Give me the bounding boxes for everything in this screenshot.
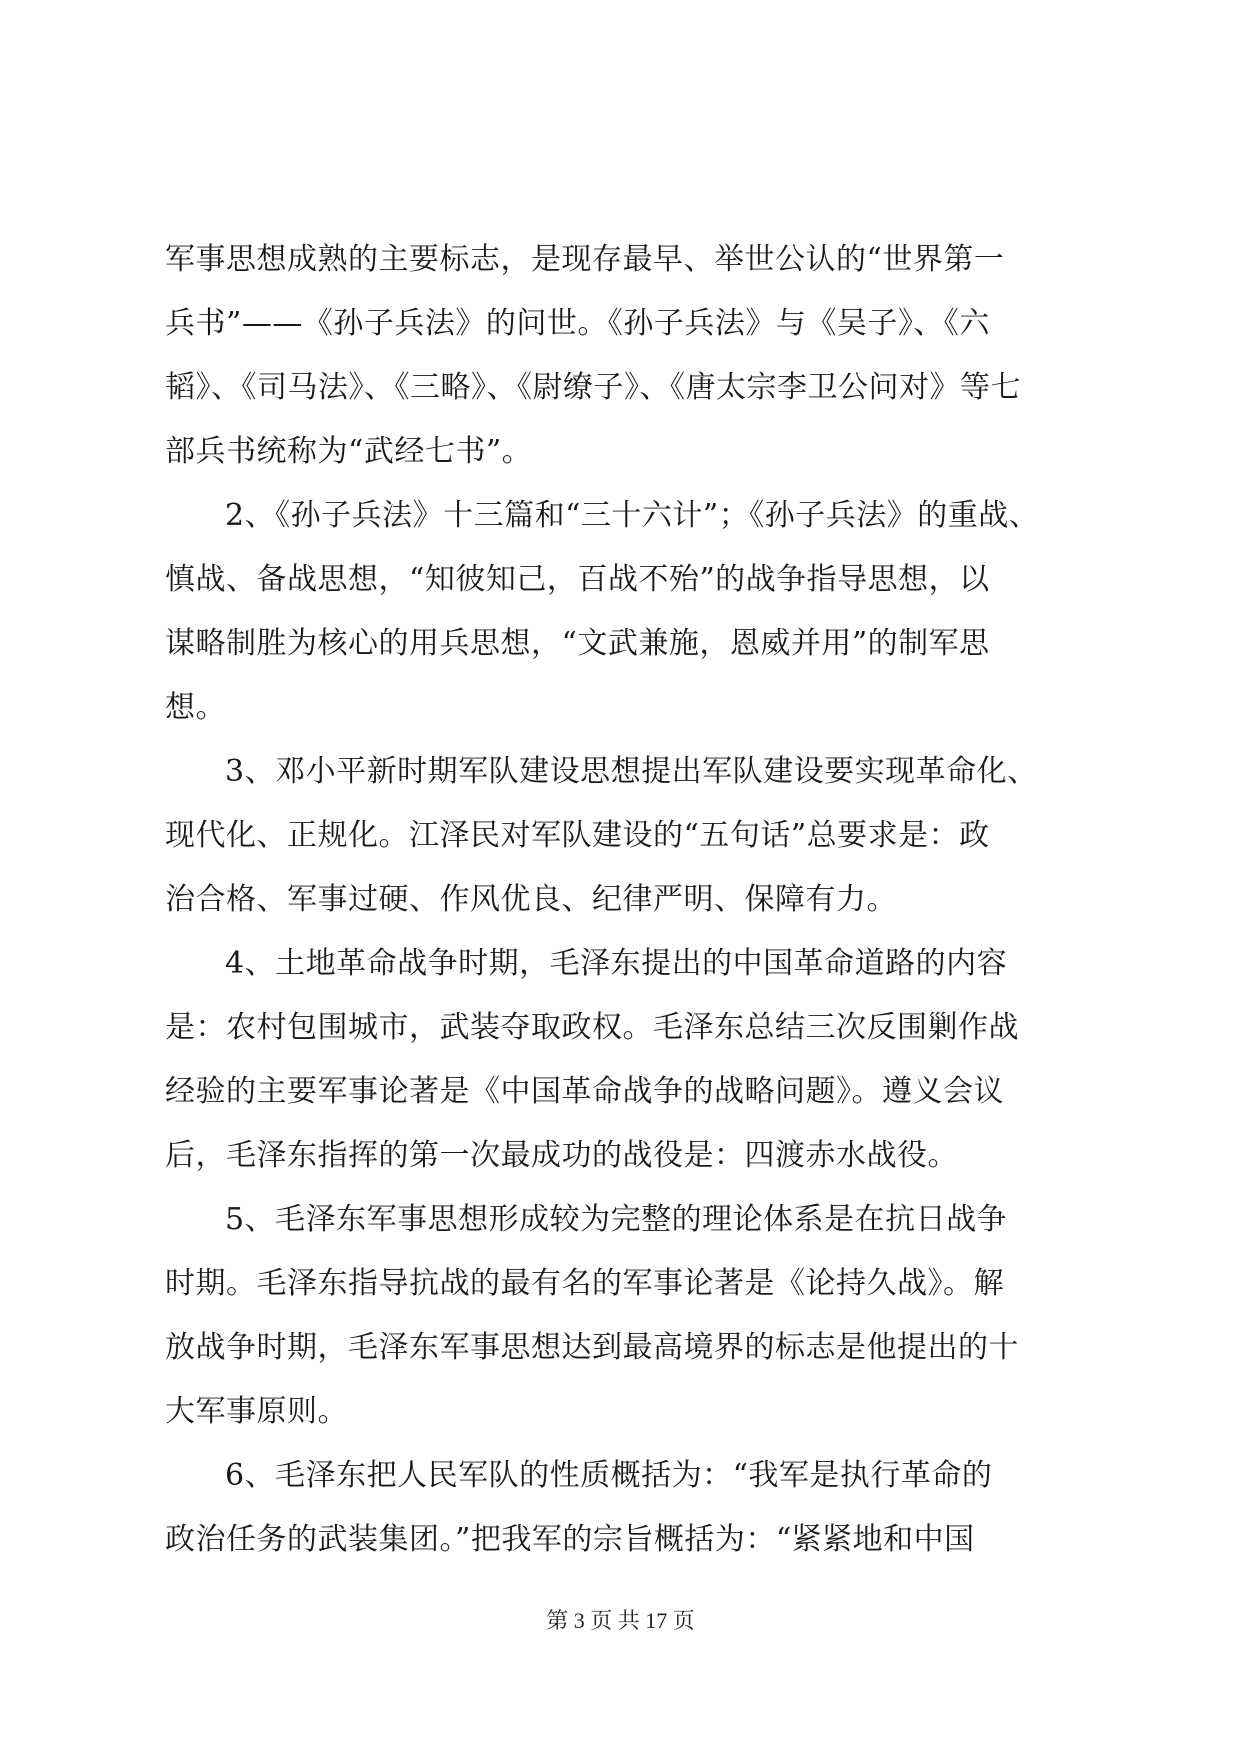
text-line: 想。 — [165, 690, 226, 725]
text-line: 政治任务的武装集团。”把我军的宗旨概括为：“紧紧地和中国 — [165, 1522, 975, 1557]
paragraph-2-line: 2、《孙子兵法》十三篇和“三十六计”；《孙子兵法》的重战、 — [225, 498, 1040, 533]
paragraph-3-line: 3、邓小平新时期军队建设思想提出军队建设要实现革命化、 — [225, 754, 1038, 789]
text-line: 谋略制胜为核心的用兵思想，“文武兼施，恩威并用”的制军思 — [165, 626, 990, 661]
text-line: 时期。毛泽东指导抗战的最有名的军事论著是《论持久战》。解 — [165, 1266, 1004, 1301]
page-number-footer: 第 3 页 共 17 页 — [546, 1608, 695, 1633]
paragraph-5-line: 5、毛泽东军事思想形成较为完整的理论体系是在抗日战争 — [225, 1202, 1008, 1237]
text-line: 治合格、军事过硬、作风优良、纪律严明、保障有力。 — [165, 882, 897, 917]
paragraph-4-line: 4、土地革命战争时期，毛泽东提出的中国革命道路的内容 — [225, 946, 1008, 981]
text-line: 军事思想成熟的主要标志，是现存最早、举世公认的“世界第一 — [165, 242, 1005, 277]
text-line: 经验的主要军事论著是《中国革命战争的战略问题》。遵义会议 — [165, 1074, 1004, 1109]
text-line: 后，毛泽东指挥的第一次最成功的战役是：四渡赤水战役。 — [165, 1138, 958, 1173]
text-line: 放战争时期，毛泽东军事思想达到最高境界的标志是他提出的十 — [165, 1330, 1019, 1365]
document-body — [165, 228, 1075, 1572]
text-line: 慎战、备战思想，“知彼知己，百战不殆”的战争指导思想，以 — [165, 562, 990, 597]
text-line: 大军事原则。 — [165, 1394, 348, 1429]
paragraph-6-line: 6、毛泽东把人民军队的性质概括为：“我军是执行革命的 — [225, 1458, 993, 1493]
text-line: 部兵书统称为“武经七书”。 — [165, 434, 533, 469]
text-line: 现代化、正规化。江泽民对军队建设的“五句话”总要求是：政 — [165, 818, 990, 853]
text-line: 是：农村包围城市，武装夺取政权。毛泽东总结三次反围剿作战 — [165, 1010, 1019, 1045]
text-line: 兵书”——《孙子兵法》的问世。《孙子兵法》与《吴子》、《六 — [165, 306, 990, 341]
text-line: 韬》、《司马法》、《三略》、《尉缭子》、《唐太宗李卫公问对》等七 — [165, 370, 1021, 405]
